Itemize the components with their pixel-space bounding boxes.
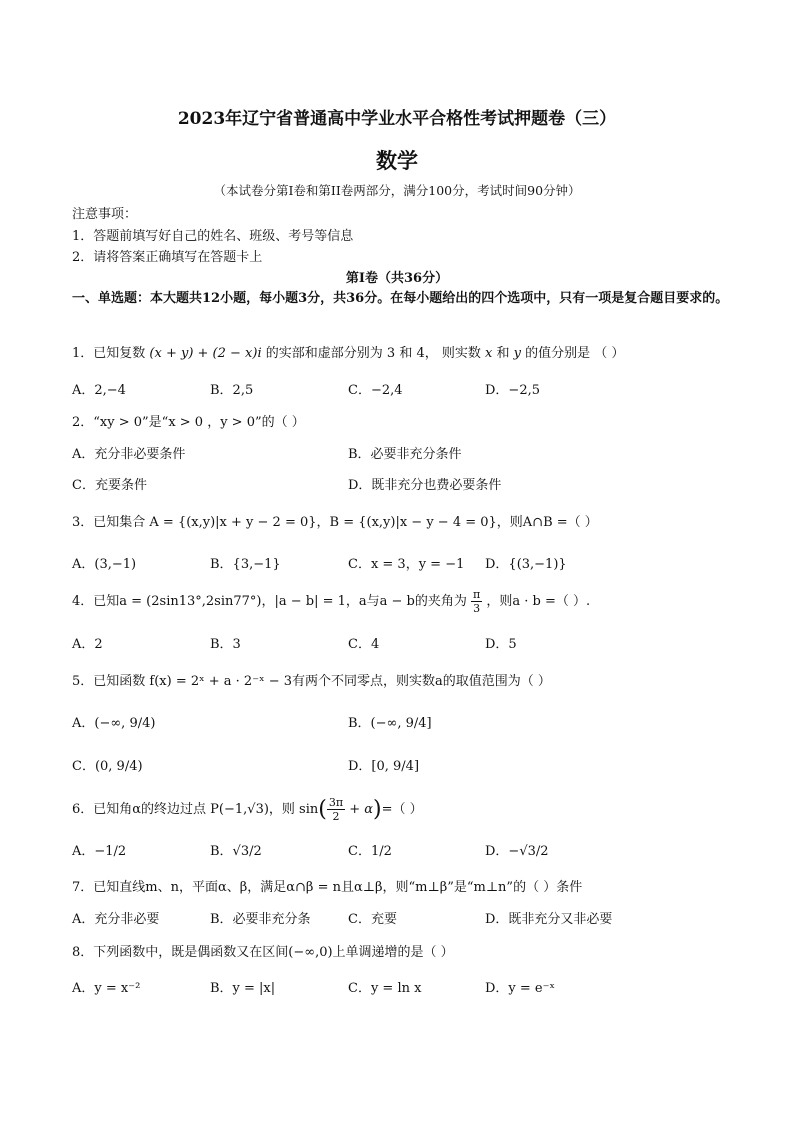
q4-option-d[interactable]: D．5: [485, 637, 517, 652]
q3-option-b[interactable]: B．{3,−1}: [210, 557, 281, 572]
question-4: [72, 589, 590, 614]
q1-mid: 的实部和虚部分别为: [265, 346, 383, 361]
q4-frac-num: π: [473, 588, 481, 601]
q6-lead: 6．已知角α的终边过点 P(−1,√3)，则 sin: [72, 802, 319, 817]
part-heading: 第Ⅰ卷（共36分）: [345, 271, 449, 286]
question-6: [72, 797, 423, 822]
q6-paren-open: (: [318, 797, 327, 822]
q2-option-a[interactable]: A．充分非必要条件: [72, 447, 186, 462]
notice-item-2: 2．请将答案正确填写在答题卡上: [72, 250, 263, 265]
q1-then: 则实数: [441, 346, 481, 361]
subject-title: 数学: [376, 148, 418, 173]
notice-item-1: 1．答题前填写好自己的姓名、班级、考号等信息: [72, 229, 354, 244]
q1-option-d[interactable]: D．−2,5: [485, 383, 540, 398]
q1-option-c[interactable]: C．−2,4: [348, 383, 403, 398]
q1-var-x: x: [485, 346, 493, 361]
q7-option-c[interactable]: C．充要: [348, 912, 397, 927]
q5-option-c[interactable]: C．(0, 9/4): [72, 759, 143, 774]
question-1: [72, 342, 624, 361]
q5-option-d[interactable]: D．[0, 9/4]: [348, 759, 420, 774]
q5-option-b[interactable]: B．(−∞, 9/4]: [348, 716, 432, 731]
q6-option-b[interactable]: B．√3/2: [210, 844, 262, 859]
section-heading: 一、单选题：本大题共12小题，每小题3分，共36分。在每小题给出的四个选项中，只有一项是复合题目要求的。: [72, 291, 729, 306]
q4-tail: ，则a · b =（ ）.: [486, 594, 591, 609]
q6-fraction: [327, 797, 345, 822]
q1-var-y: y: [513, 346, 522, 361]
q3-option-c[interactable]: C．x = 3，y = −1: [348, 557, 465, 572]
notices-head: 注意事项：: [72, 207, 138, 222]
q2-option-b[interactable]: B．必要非充分条件: [348, 447, 462, 462]
q1-option-a[interactable]: A．2,−4: [72, 383, 126, 398]
q7-option-a[interactable]: A．充分非必要: [72, 912, 160, 927]
q2-option-c[interactable]: C．充要条件: [72, 478, 147, 493]
q4-lead: 4．已知a = (2sin13°,2sin77°)，|a − b| = 1，a与a − b的夹角为: [72, 594, 467, 609]
exam-title: 2023年辽宁省普通高中学业水平合格性考试押题卷（三）: [177, 109, 617, 129]
question-5: 5．已知函数 f(x) = 2ˣ + a · 2⁻ˣ − 3有两个不同零点，则实数a的取值范围为（ ）: [72, 674, 551, 689]
q7-option-b[interactable]: B．必要非充分条: [210, 912, 311, 927]
q4-angle-fraction: [471, 589, 482, 614]
q2-option-d[interactable]: D．既非充分也费必要条件: [348, 478, 502, 493]
q6-tail: =（ ）: [381, 802, 423, 817]
q1-complex: (x + y) + (2 − x)i: [149, 346, 262, 361]
question-8: 8．下列函数中，既是偶函数又在区间(−∞,0)上单调递增的是（ ）: [72, 945, 454, 960]
question-7: 7．已知直线m、n，平面α、β，满足α∩β = n且α⊥β，则“m⊥β”是“m⊥n”的（ ）条件: [72, 880, 583, 895]
q4-frac-den: 3: [473, 602, 481, 615]
q8-option-c[interactable]: C．y = ln x: [348, 981, 422, 996]
q6-paren-close: ): [373, 797, 382, 822]
q8-option-b[interactable]: B．y = |x|: [210, 981, 276, 996]
q5-option-a[interactable]: A．(−∞, 9/4): [72, 716, 156, 731]
q8-option-a[interactable]: A．y = x⁻²: [72, 981, 141, 996]
q8-option-d[interactable]: D．y = e⁻ˣ: [485, 981, 555, 996]
q6-frac-den: 2: [332, 810, 340, 823]
q1-option-b[interactable]: B．2,5: [210, 383, 254, 398]
q7-option-d[interactable]: D．既非充分又非必要: [485, 912, 613, 927]
q4-option-a[interactable]: A．2: [72, 637, 103, 652]
q1-tail: 的值分别是 （ ）: [525, 346, 625, 361]
q3-option-a[interactable]: A．(3,−1): [72, 557, 137, 572]
question-3: 3．已知集合 A = {(x,y)|x + y − 2 = 0}，B = {(x,y)|x − y − 4 = 0}，则A∩B =（ ）: [72, 515, 598, 530]
question-2: 2．“xy > 0”是“x > 0 ，y > 0”的（ ）: [72, 415, 305, 430]
q6-option-a[interactable]: A．−1/2: [72, 844, 127, 859]
exam-note: （本试卷分第Ⅰ卷和第II卷两部分，满分100分，考试时间90分钟）: [213, 183, 581, 198]
q1-and: 和: [496, 346, 510, 361]
q6-plus-alpha: + α: [345, 802, 374, 817]
q4-option-c[interactable]: C．4: [348, 637, 380, 652]
q6-option-c[interactable]: C．1/2: [348, 844, 392, 859]
q4-option-b[interactable]: B．3: [210, 637, 241, 652]
q3-option-d[interactable]: D．{(3,−1)}: [485, 557, 567, 572]
q6-option-d[interactable]: D．−√3/2: [485, 844, 549, 859]
q1-lead: 1．已知复数: [72, 346, 146, 361]
q6-frac-num: 3π: [328, 796, 344, 809]
q1-values: 3 和 4，: [386, 346, 438, 361]
